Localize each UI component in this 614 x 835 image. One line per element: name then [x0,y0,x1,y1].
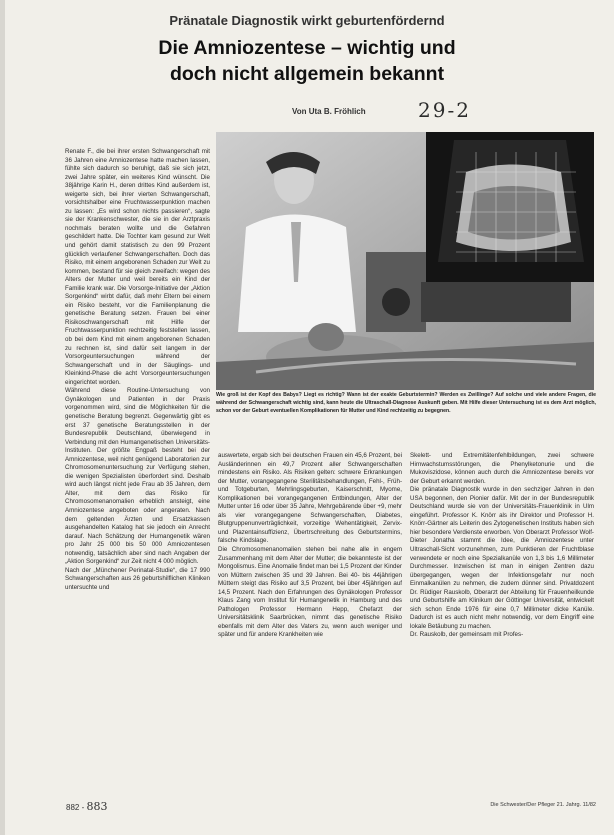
paragraph: Während diese Routine-Untersuchung von Gynäkologen und Patienten in der Praxis vorgenommen wird, sind die Möglichkeiten für die genetische Beratung begrenzt. Gegenwärtig gibt es erst 37 genetische Beratungsstellen in der Bundesrepublik Deutschland, überwiegend in Verbindung mit den Humangenetischen Universitäts-Instituten. Der größte Engpaß besteht bei der Amniozentese, weil nicht genügend Laboratorien zur Chromosomenuntersuchung zur Verfügung stehen, die wenigen Spezialisten überfordert sind. Deshalb wird auch längst nicht jede Frau ab 35 Jahren, dem Alter, mit dem das Risiko für Chromosomenanomalien erheblich ansteigt, eine Amniozentese angeboten oder angeraten. Nach dem geltenden Ärzten und Ersatzkassen ausgehandelten Katalog hat sie jedoch ein Anrecht darauf. Nach Schätzung der Humangenetik wären pro Jahr 25 000 bis 50 000 Amniozentesen notwendig, tatsächlich aber sind nach Angaben der „Aktion Sorgenkind“ zur Zeit nicht 4 000 möglich. [65,387,210,566]
paragraph: Nach der „Münchener Perinatal-Studie“, die 17 990 Schwangerschaften aus 26 geburtshilflichen Kliniken untersuchte und [65,566,210,591]
paragraph: Skelett- und Extremitätenfehlbildungen, zwei schwere Hirnwachstumsstörungen, die Phenylketonurie und die Mukoviszidose, können auch durch die Amniozentese bereits vor der Geburt erkannt werden. [410,452,594,485]
paragraph: auswertete, ergab sich bei deutschen Frauen ein 45,6 Prozent, bei Ausländerinnen ein 49,7 Prozent aller Schwangerschaften mindestens ein Risiko. Als Risiken gelten: schwere Erkrankungen der Mutter, vorangegangene Sterilitätsbehandlungen, Fehl-, Früh- und Totgeburten, Mehrlingsgeburten, Kaiserschnitt, Myome, Komplikationen bei vorangegangenen Entbindungen, Alter der Mutter unter 16 oder über 35 Jahre, Mehrgebärende über +9, mehr als vier vorangegangene Schwangerschaften, Diabetes, Blutgruppenunverträglichkeit, vorzeitige Wehentätigkeit, Zervix- und Plazentainsuffizienz, Übertrschreitung des Geburtstermins, falsche Kindslage. [218,452,402,545]
paragraph: Renate F., die bei ihrer ersten Schwangerschaft mit 36 Jahren eine Amniozentese hatte machen lassen, fühlte sich dadurch so beruhigt, daß sie sich jetzt, zwei Jahre später, ein weiteres Kind wünscht. Die 38jährige Karin H., deren drittes Kind außerdem ist, weigerte sich, bei ihrer vierten Schwangerschaft, vorsichtshalber eine Fruchtwasserpunktion machen zu lassen: „Es wird schon nichts passieren“, sagte sie der Krankenschwester, die sie in der Arztpraxis nochmals beraten wollte und die Gefahren geschildert hatte. Die Tochter kam gesund zur Welt und gehört damit statistisch zu den 99 Prozent glücklich verlaufener Schwangerschaften. Doch das Risiko, mit einem angeborenen Schaden zur Welt zu kommen, bestand für sie gleich zweifach: wegen des Alters der Mutter und weil bereits ein Kind der Familie krank war. Die Vorsorge-Initiative der „Aktion Sorgenkind“ wirbt dafür, daß mehr Eltern bei einem ein Risiko besteht, vor die Familienplanung die genetische Beratung setzen. Frauen bei einer Risikoschwangerschaft mit Hilfe der Fruchtwasserpunktion rechtzeitig feststellen lassen, ob bei dem Kind mit einem angeborenen Schaden zu rechnen ist, sind dafür seit langem in der Vorsorgeuntersuchungen während der Schwangerschaft und in der Säuglings- und Kleinkind-Phase die acht Vorsorgeuntersuchungen eingerichtet worden. [65,148,210,386]
handwritten-page-number: 883 [86,800,108,813]
paragraph: Die pränatale Diagnostik wurde in den sechziger Jahren in den USA begonnen, den Pionier dafür. Mit der in der Bundesrepublik Deutschland wurde sie von der Universitäts-Frauenklinik in Ulm eingeführt. Professor K. Knörr als ihr Direktor und Professor H. Knörr-Gärtner als Leiterin des Zytogenetischen Instituts haben sich hier besondere Verdienste erworben. Von Oberarzt Professor Wolf-Dieter Jonatha stammt die Idee, die Amniozentese unter Ultraschall-Sicht vorzunehmen, zum Punktieren der Fruchtblase verwendete er noch eine Spezialkanüle von 1,3 bis 1,6 Millimeter Durchmesser. Inzwischen ist man in einigen Zentren dazu übergegangen, wegen der Infektionsgefahr nur noch Einmalkanülen zu nehmen, die zudem dünner sind. Privatdozent Dr. Rüdiger Rauskolb, Oberarzt der Abteilung für Frauenheilkunde und Geburtshilfe am Klinikum der Göttinger Universität, entwickelt sich schon Ende 1976 für eine 0,7 Millimeter dicke Kanüle. Dadurch ist es auch nicht mehr notwendig, vor dem Eingriff eine lokale Betäubung zu machen. [410,486,594,630]
paragraph: Dr. Rauskolb, der gemeinsam mit Profes- [410,631,524,639]
page-edge-shadow [0,0,5,835]
article-photo [216,132,594,390]
author-byline: Von Uta B. Fröhlich [292,107,366,116]
photo-doctor-ultrasound-icon [216,132,594,390]
article-column-3 [410,452,594,640]
page-number: 882 [66,803,80,812]
photo-caption: Wie groß ist der Kopf des Babys? Liegt es richtig? Wann ist der exakte Geburtstermin? Werden es Zwillinge? Auf solche und viele andere Fragen, die während der Schwangerschaft wichtig sind, kann heute die Ultraschall-Diagnose Auskunft geben. Mit Hilfe dieser Untersuchung ist es dem Arzt möglich, schon vor der Geburt eventuellen Komplikationen für Mutter und Kind rechtzeitig zu begegnen. [216,392,596,414]
article-kicker: Pränatale Diagnostik wirkt geburtenfördernd [169,13,445,28]
title-line-1: Die Amniozentese – wichtig und [158,37,456,59]
handwritten-note: 29-2 [418,98,471,122]
footer-page-number: 882 - 883 [66,800,108,813]
article-column-1 [65,148,210,592]
title-line-2: doch nicht allgemein bekannt [169,63,445,85]
article-column-2 [218,452,402,640]
footer-journal: Die Schwester/Der Pfleger 21. Jahrg. 11/82 [490,802,596,808]
article-title [0,35,614,87]
paragraph: Die Chromosomenanomalien stehen bei nahe alle in engem Zusammenhang mit dem Alter der Mutter; die bekannteste ist der Mongolismus. Eine Anomalie findet man bei 1,5 Prozent der Kinder von Müttern zwischen 35 und 39 Jahren. Bei 40- bis 44jährigen Müttern steigt das Risiko auf 3,5 Prozent, bei über 45jährigen auf 14,5 Prozent. Nach den Erfahrungen des Gynäkologen Professor Klaus Zang vom Institut für Humangenetik in Hamburg und des Pathologen Professor Hermann Hepp, Chefarzt der Universitätsklinik Saarbrücken, nimmt das genetische Risiko ebenfalls mit dem Alter des Vaters zu, wenn auch weniger und später und für andere Krankheiten wie [218,546,402,639]
